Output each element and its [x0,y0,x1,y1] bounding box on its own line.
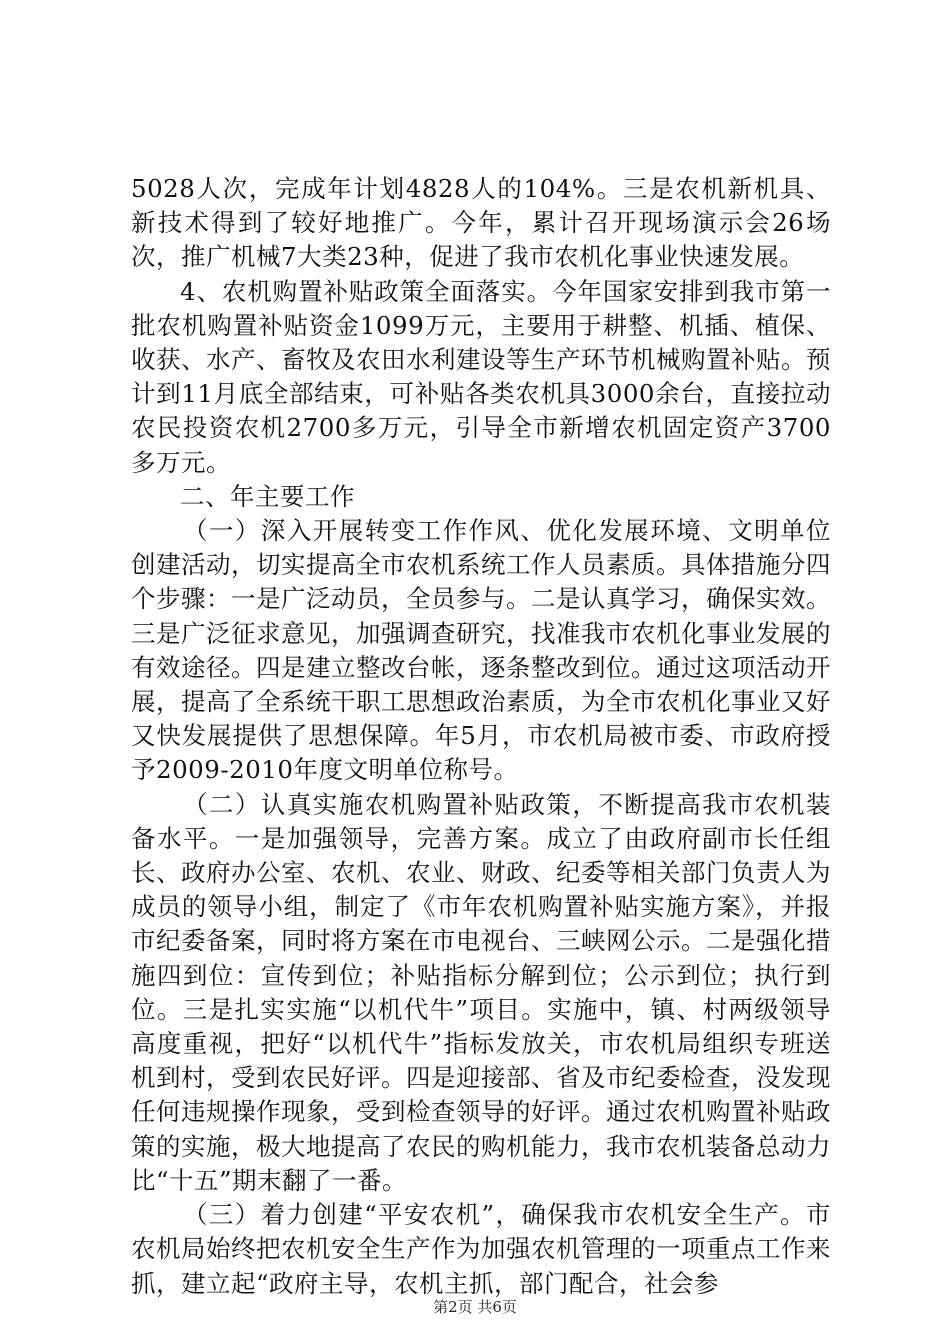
paragraph-continuation: 5028人次，完成年计划4828人的104%。三是农机新机具、新技术得到了较好地推广。今年，累计召开现场演示会26场次，推广机械7大类23种，促进了我市农机化事业快速发展。 [131,174,831,272]
paragraph-item-2: （二）认真实施农机购置补贴政策，不断提高我市农机装备水平。一是加强领导，完善方案。成立了由政府副市长任组长、政府办公室、农机、农业、财政、纪委等相关部门负责人为成员的领导小组，制定了《市年农机购置补贴实施方案》，并报市纪委备案，同时将方案在市电视台、三峡网公示。二是强化措施四到位：宣传到位；补贴指标分解到位；公示到位；执行到位。三是扎实实施“以机代牛”项目。实施中，镇、村两级领导高度重视，把好“以机代牛”指标发放关，市农机局组织专班送机到村，受到农民好评。四是迎接部、省及市纪委检查，没发现任何违规操作现象，受到检查领导的好评。通过农机购置补贴政策的实施，极大地提高了农民的购机能力，我市农机装备总动力比“十五”期末翻了一番。 [131,789,831,1195]
section-heading-main-work: 二、年主要工作 [180,481,355,511]
document-body [131,172,831,1301]
paragraph-subsidy-policy: 4、农机购置补贴政策全面落实。今年国家安排到我市第一批农机购置补贴资金1099万元，主要用于耕整、机插、植保、收获、水产、畜牧及农田水利建设等生产环节机械购置补贴。预计到11月底全部结束，可补贴各类农机具3000余台，直接拉动农民投资农机2700多万元，引导全市新增农机固定资产3700多万元。 [131,276,831,477]
page-number-footer: 第2页 共6页 [433,1298,517,1316]
paragraph-item-1: （一）深入开展转变工作作风、优化发展环境、文明单位创建活动，切实提高全市农机系统工作人员素质。具体措施分四个步骤：一是广泛动员，全员参与。二是认真学习，确保实效。三是广泛征求意见，加强调查研究，找准我市农机化事业发展的有效途径。四是建立整改台帐，逐条整改到位。通过这项活动开展，提高了全系统干职工思想政治素质，为全市农机化事业又好又快发展提供了思想保障。年5月，市农机局被市委、市政府授予2009-2010年度文明单位称号。 [131,516,831,785]
paragraph-item-3: （三）着力创建“平安农机”，确保我市农机安全生产。市农机局始终把农机安全生产作为加强农机管理的一项重点工作来抓，建立起“政府主导，农机主抓，部门配合，社会参 [131,1200,831,1298]
